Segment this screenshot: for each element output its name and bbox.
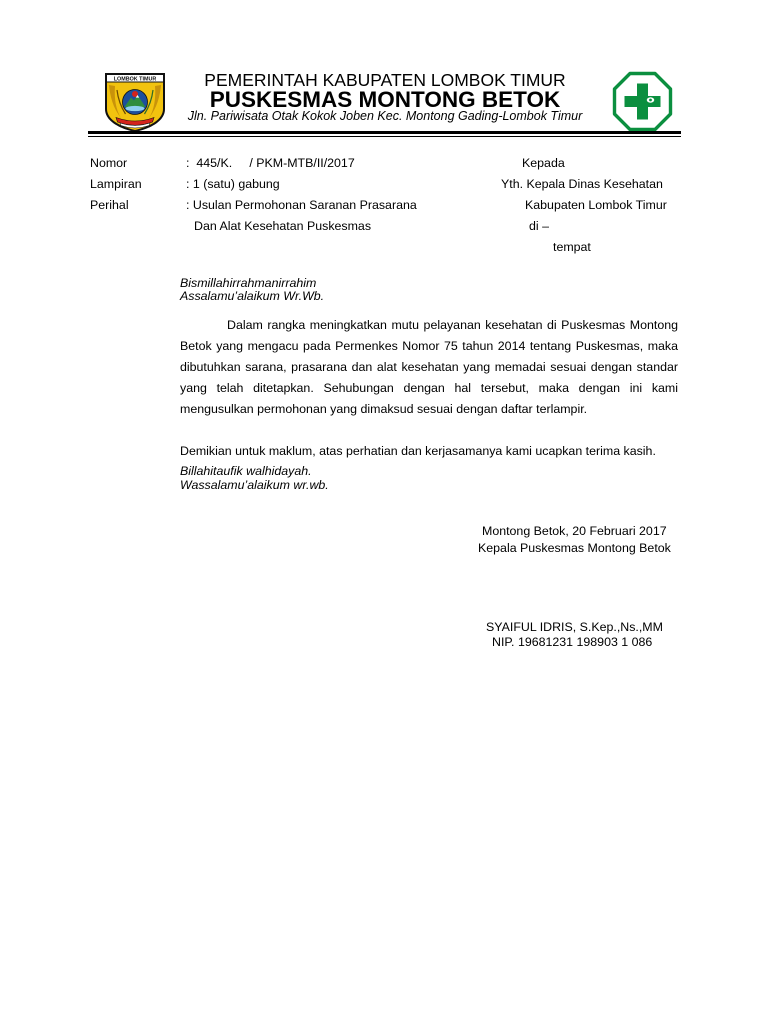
logo-dot (649, 99, 652, 102)
paragraph-line: Betok yang mengacu pada Permenkes Nomor 75 tahun 2014 tentang Puskesmas, maka (180, 338, 678, 353)
basmalah: Bismillahirrahmanirrahim (180, 275, 317, 290)
recipient-at: di – (529, 218, 549, 233)
perihal-value: : Usulan Permohonan Saranan Prasarana (186, 197, 417, 212)
closing-prayer: Billahitaufik walhidayah. (180, 463, 312, 478)
paragraph-line: Dalam rangka meningkatkan mutu pelayanan kesehatan di Puskesmas Montong (227, 317, 678, 332)
nomor-value: : 445/K. / PKM-MTB/II/2017 (186, 155, 355, 170)
recipient-place: tempat (553, 239, 591, 254)
institution-address: Jln. Pariwisata Otak Kokok Joben Kec. Montong Gading-Lombok Timur (187, 109, 583, 123)
lampiran-value: : 1 (satu) gabung (186, 176, 280, 191)
paragraph-line: dibutuhkan sarana, prasarana dan alat kesehatan yang memadai sesuai dengan standar (180, 359, 678, 374)
lombok-timur-seal-icon (104, 72, 166, 133)
paragraph-line: yang telah ditetapkan. Sehubungan dengan hal tersebut, maka dengan ini kami (180, 380, 678, 395)
recipient-region: Kabupaten Lombok Timur (525, 197, 667, 212)
recipient-addressee: Yth. Kepala Dinas Kesehatan (501, 176, 663, 191)
signature-place-date: Montong Betok, 20 Februari 2017 (482, 523, 667, 538)
nomor-label: Nomor (90, 155, 128, 170)
perihal-label: Perihal (90, 197, 129, 212)
seal-lake (126, 106, 145, 111)
signatory-nip: NIP. 19681231 198903 1 086 (492, 634, 653, 649)
lampiran-label: Lampiran (90, 176, 142, 191)
body-paragraph (180, 315, 678, 420)
recipient-to: Kepada (522, 155, 565, 170)
farewell: Wassalamu’alaikum wr.wb. (180, 477, 329, 492)
perihal-continuation: Dan Alat Kesehatan Puskesmas (194, 218, 372, 233)
signatory-name: SYAIFUL IDRIS, S.Kep.,Ns.,MM (486, 619, 663, 634)
closing-statement: Demikian untuk maklum, atas perhatian dan kerjasamanya kami ucapkan terima kasih. (180, 443, 656, 458)
paragraph-line: mengusulkan permohonan yang dimaksud sesuai dengan daftar terlampir. (180, 401, 588, 416)
seal-lettering: LOMBOK TIMUR (113, 76, 157, 83)
signature-position: Kepala Puskesmas Montong Betok (478, 540, 671, 555)
puskesmas-cross-logo-icon (612, 71, 673, 132)
greeting: Assalamu’alaikum Wr.Wb. (180, 288, 325, 303)
letterhead-rule-thick (88, 131, 681, 134)
letterhead-rule-thin (88, 136, 681, 137)
government-title: PEMERINTAH KABUPATEN LOMBOK TIMUR (204, 70, 566, 90)
institution-title: PUSKESMAS MONTONG BETOK (209, 87, 561, 112)
